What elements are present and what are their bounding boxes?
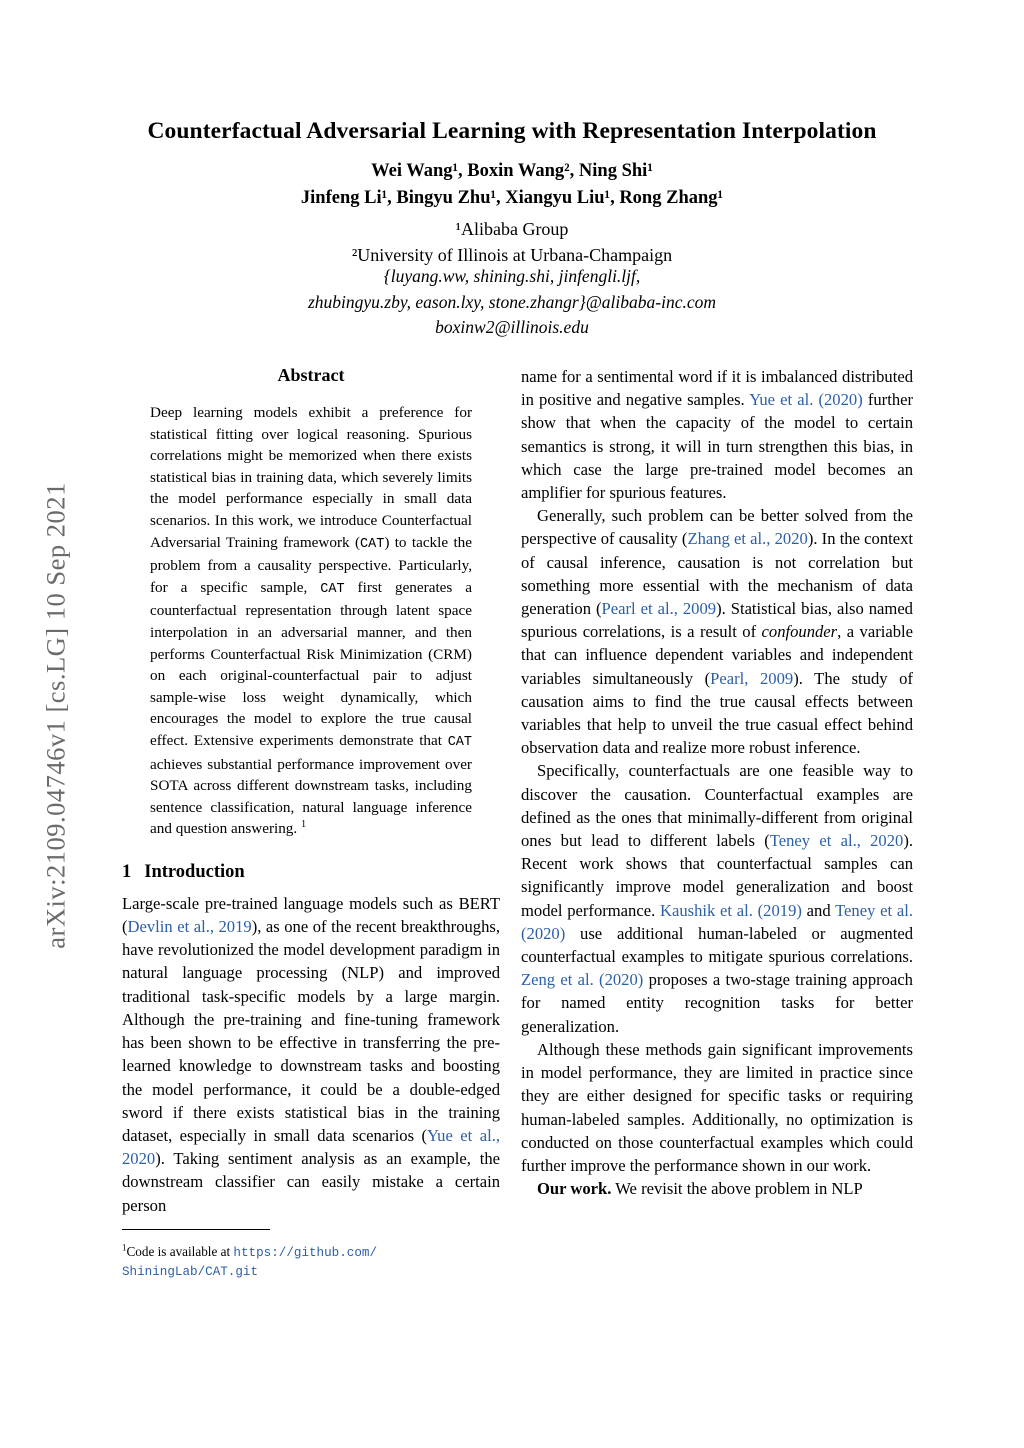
abstract-part-1: Deep learning models exhibit a preference for statistical fitting over logical reasoning. Spurious correlations might be memorized when there exists statistical bias in training data, which severely limits the model performance especially in small data scenarios. In this work, we introduce Counterfactual Adversarial Training framework ( [150, 404, 472, 551]
section-number: 1 [122, 861, 132, 882]
abstract-part-4: achieves substantial performance improvement over SOTA across different downstream tasks, including sentence classification, natural language inference and question answering. [150, 755, 472, 838]
email-line-2: zhubingyu.zby, eason.lxy, stone.zhangr}@alibaba-inc.com [307, 291, 717, 312]
footnote-1 [122, 1243, 500, 1282]
citation-kaushik-2019[interactable]: Kaushik et al. (2019) [659, 900, 802, 920]
abstract-cat-2: CAT [320, 581, 345, 597]
author-list [110, 158, 914, 212]
abstract-cat-1: CAT [360, 536, 385, 552]
author-emails [110, 264, 914, 341]
rp2-text-e: ). The study of causation aims to find the true causal effects between variables that help to unveil the true casual effect behind observation data and realize more robust inference. [521, 668, 913, 758]
rp2-text-c: ). Statistical bias, also named spurious correlations, is a result of [521, 599, 913, 642]
affiliation-1: ¹Alibaba Group [455, 219, 569, 239]
right-paragraph-5 [521, 1177, 913, 1200]
abstract-heading: Abstract [277, 365, 345, 385]
right-paragraph-1 [521, 365, 913, 504]
abstract-part-2: ) to tackle the problem from a causality perspective. Particularly, for a specific sample, [150, 533, 473, 596]
rp3-text-e: proposes a two-stage training approach for named entity recognition tasks for better generalization. [521, 970, 913, 1036]
citation-zhang-2020[interactable]: Zhang et al., 2020 [687, 529, 808, 549]
rp3-text-b: ). Recent work shows that counterfactual samples can significantly improve model generalization and boost model performance. [521, 831, 914, 920]
citation-yue-et-al-2020[interactable]: Yue et al. (2020) [749, 390, 863, 410]
intro-paragraph-1 [122, 892, 500, 1217]
page-title: Counterfactual Adversarial Learning with Representation Interpolation [147, 118, 877, 144]
intro-text-b: ), as one of the recent breakthroughs, have revolutionized the model development paradigm in natural language processing (NLP) and improved traditional task-specific models by a large margin. Although the pre-training and fine-tuning framework has been shown to be effective in transferring the pre-learned knowledge to downstream tasks and boosting the model performance, it could be a double-edged sword if there exists statistical bias in the training dataset, especially in small data scenarios ( [122, 917, 500, 1145]
abstract-body [150, 402, 472, 840]
rp2-text-a: Generally, such problem can be better solved from the perspective of causality ( [521, 506, 913, 549]
abstract-part-3: first generates a counterfactual representation through latent space interpolation in an adversarial manner, and then performs Counterfactual Risk Minimization (CRM) on each original-counterfactual pair to adjust sample-wise loss weight dynamically, which encourages the model to explore the true causal effect. Extensive experiments demonstrate that [150, 578, 472, 749]
rp3-text-d: use additional human-labeled or augmented counterfactual examples to mitigate spurious correlations. [521, 923, 913, 967]
citation-devlin-2019[interactable]: Devlin et al., 2019 [127, 917, 252, 937]
abstract-cat-3: CAT [447, 734, 472, 750]
email-line-3: boxinw2@illinois.edu [435, 317, 589, 337]
rp2-italic-confounder: confounder [761, 622, 838, 642]
rp2-text-b: ). In the context of causal inference, causation is not correlation but something more essential with the mechanism of data generation ( [521, 529, 913, 619]
section-heading-introduction [122, 862, 500, 883]
rp1-text-a: name for a sentimental word if it is imbalanced distributed in positive and negative samples. [521, 367, 913, 410]
citation-pearl-et-al-2009[interactable]: Pearl et al., 2009 [601, 599, 717, 619]
intro-text-a: Large-scale pre-trained language models such as BERT ( [122, 893, 500, 937]
rp3-text-a: Specifically, counterfactuals are one feasible way to discover the causation. Counterfactual examples are defined as the ones that minimally-different from original ones but lead to different labels ( [521, 761, 913, 851]
rp3-text-c: and [801, 900, 836, 920]
citation-teney-2020[interactable]: Teney et al., 2020 [769, 831, 904, 851]
right-paragraph-4: Although these methods gain significant improvements in model performance, they are limited in practice since they are either designed for specific tasks or requiring human-labeled samples. Additionally, no optimization is conducted on those counterfactual examples which could further improve the performance shown in our work. [521, 1039, 913, 1175]
citation-yue-2020[interactable]: Yue et al., 2020 [122, 1125, 500, 1169]
section-title: Introduction [144, 861, 245, 882]
footnote-divider [122, 1229, 270, 1230]
author-line-1: Wei Wang¹, Boxin Wang², Ning Shi¹ [371, 161, 653, 181]
author-line-2: Jinfeng Li¹, Bingyu Zhu¹, Xiangyu Liu¹, Rong Zhang¹ [300, 188, 724, 208]
citation-teney-et-al-2020[interactable]: Teney et al. (2020) [521, 900, 913, 943]
arxiv-stamp: arXiv:2109.04746v1 [cs.LG] 10 Sep 2021 [40, 482, 71, 949]
left-column [122, 365, 500, 1295]
right-column [521, 365, 913, 1200]
email-line-1: {luyang.ww, shining.shi, jinfengli.ljf, [383, 266, 641, 286]
rp2-text-d: , a variable that can influence dependent variables and independent variables simultaneously ( [521, 622, 913, 688]
rp5-text: We revisit the above problem in NLP [611, 1179, 863, 1199]
footnote-url-line-2[interactable]: ShiningLab/CAT.git [122, 1265, 259, 1280]
run-in-heading-our-work: Our work. [537, 1179, 612, 1199]
footnote-text: Code is available at [126, 1243, 234, 1259]
affiliations [110, 216, 914, 268]
right-paragraph-2 [521, 504, 913, 759]
right-paragraph-3 [521, 759, 913, 1037]
intro-text-c: ). Taking sentiment analysis as an example, the downstream classifier can easily mistake a certain person [122, 1149, 500, 1215]
citation-pearl-2009[interactable]: Pearl, 2009 [710, 668, 794, 688]
citation-zeng-2020[interactable]: Zeng et al. (2020) [521, 970, 644, 990]
footnote-url-line-1[interactable]: https://github.com/ [233, 1245, 378, 1260]
abstract-footnote-marker: 1 [301, 819, 307, 831]
rp1-text-b: further show that when the capacity of the model to certain semantics is strong, it will in turn strengthen this bias, in which case the large pre-trained model becomes an amplifier for spurious features. [521, 390, 914, 503]
footnote-marker: 1 [122, 1242, 127, 1253]
affiliation-2: ²University of Illinois at Urbana-Champaign [351, 245, 673, 265]
